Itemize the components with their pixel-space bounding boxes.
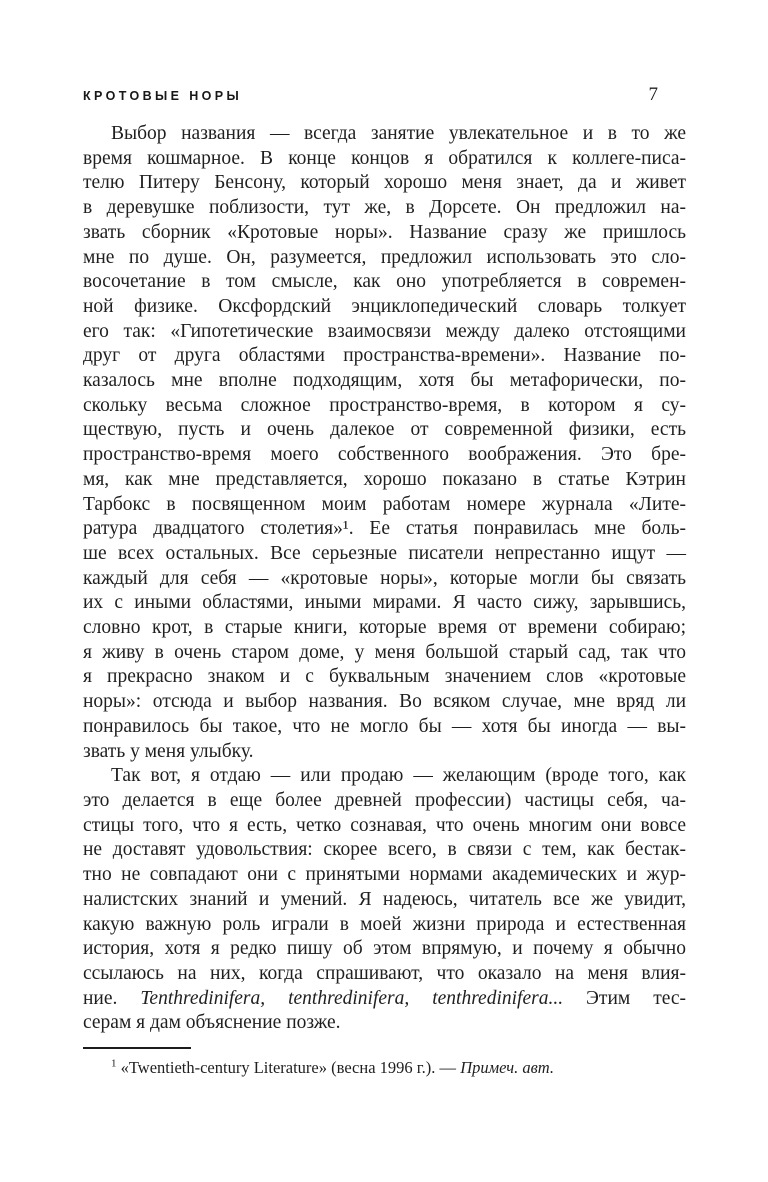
text-segment: Выбор названия — всегда занятие увлекательное и в то же [111,123,686,144]
text-line [83,517,686,542]
text-line [83,221,686,246]
text-segment: скольку весьма сложное пространство-время, в котором я су- [83,394,686,416]
text-segment: звать сборник «Кротовые норы». Название сразу же пришлось [83,221,686,243]
footnote-author-note: Примеч. авт. [460,1058,555,1078]
running-header [83,84,686,105]
text-line [83,987,686,1012]
text-segment: его так: «Гипотетические взаимосвязи между далеко отстоящими [83,320,686,342]
text-segment: какую важную роль играли в моей жизни природа и естественная [83,913,686,935]
text-line [83,1011,686,1036]
text-line [83,196,686,221]
paragraph [83,764,686,1036]
text-segment: стицы того, что я есть, четко сознавая, что очень многим они вовсе [83,814,686,836]
text-segment: время кошмарное. В конце концов я обратился к коллеге-писа- [83,147,686,169]
text-segment: это делается в еще более древней профессии) частицы себя, ча- [83,789,686,811]
text-line [83,369,686,394]
text-line [83,171,686,196]
text-segment: ше всех остальных. Все серьезные писатели непрестанно ищут — [83,542,686,564]
text-segment: мя, как мне представляется, хорошо показано в статье Кэтрин [83,468,686,490]
text-segment: ссылаюсь на них, когда спрашивают, что оказало на меня влия- [83,962,686,984]
page-number: 7 [648,84,658,105]
text-line [83,493,686,518]
text-segment: ратура двадцатого столетия»¹. Ее статья понравилась мне боль- [83,518,686,540]
text-line [83,789,686,814]
text-line [83,418,686,443]
text-line [83,468,686,493]
text-segment: словно крот, в старые книги, которые время от времени собираю; [83,617,686,639]
text-line [83,320,686,345]
text-block [83,84,686,1079]
text-line [83,937,686,962]
text-segment: ной физике. Оксфордский энциклопедический словарь толкует [83,295,686,317]
text-segment: друг от друга областями пространства-времени». Название по- [83,345,686,367]
footnote-source: «Twentieth-century Literature» (весна 1996 г.). — [120,1058,461,1078]
text-segment: каждый для себя — «кротовые норы», которые могли бы связать [83,567,686,589]
text-line [83,542,686,567]
text-segment: в деревушке поблизости, тут же, в Дорсете. Он предложил на- [83,197,686,219]
text-segment: пространство-время моего собственного воображения. Это бре- [83,444,686,466]
text-segment: казалось мне вполне подходящим, хотя бы метафорически, по- [83,370,686,392]
text-segment: не доставят удовольствия: скорее всего, в связи с тем, как бестак- [83,839,686,861]
text-line [83,443,686,468]
text-line [83,122,686,147]
text-line [83,962,686,987]
text-line [83,913,686,938]
text-segment: понравилось бы такое, что не могло бы — хотя бы иногда — вы- [83,715,686,737]
text-segment: я прекрасно знаком и с буквальным значением слов «кротовые [83,666,686,688]
text-line [83,567,686,592]
footnote-text [83,1057,686,1079]
text-segment: я живу в очень старом доме, у меня большой старый сад, так что [83,641,686,663]
text-segment: их с иными областями, иными мирами. Я часто сижу, зарывшись, [83,592,686,614]
text-line [83,665,686,690]
text-line [83,394,686,419]
text-line [83,641,686,666]
text-segment: восочетание в том смысле, как оно употребляется в современ- [83,271,686,293]
body-text [83,122,686,1036]
text-segment: ние. [83,987,141,1009]
text-line [83,690,686,715]
text-segment: ществую, пусть и очень далекое от современной физики, есть [83,419,686,441]
text-segment: звать у меня улыбку. [83,740,254,762]
text-segment: норы»: отсюда и выбор названия. Во всяком случае, мне вряд ли [83,691,686,713]
text-segment: Так вот, я отдаю — или продаю — желающим (вроде того, как [111,765,686,787]
text-line [83,246,686,271]
text-line [83,591,686,616]
italic-text-segment: Tenthredinifera, tenthredinifera, tenthredinifera... [140,987,564,1009]
footnote-rule [83,1047,191,1049]
text-segment: тно не совпадают они с принятыми нормами академических и жур- [83,864,686,886]
text-segment: мне по душе. Он, разумеется, предложил использовать это сло- [83,246,686,268]
text-line [83,270,686,295]
footnote-marker: 1 [111,1057,117,1070]
text-line [83,616,686,641]
text-line [83,814,686,839]
text-line [83,715,686,740]
text-segment: Тарбокс в посвященном моим работам номере журнала «Лите- [83,493,686,515]
text-segment: налистских знаний и умений. Я надеюсь, читатель все же увидит, [83,888,686,910]
text-line [83,863,686,888]
text-line [83,344,686,369]
text-line [83,147,686,172]
text-segment: Этим тес- [563,987,686,1009]
text-line [83,888,686,913]
text-line [83,295,686,320]
text-segment: серам я дам объяснение позже. [83,1012,341,1034]
text-line [83,838,686,863]
text-line [83,764,686,789]
text-segment: телю Питеру Бенсону, который хорошо меня знает, да и живет [83,172,686,194]
text-line [83,740,686,765]
running-title: КРОТОВЫЕ НОРЫ [83,89,243,103]
paragraph [83,122,686,764]
text-segment: история, хотя я редко пишу об этом впрямую, и почему я обычно [83,938,686,960]
footnote [83,1047,686,1079]
